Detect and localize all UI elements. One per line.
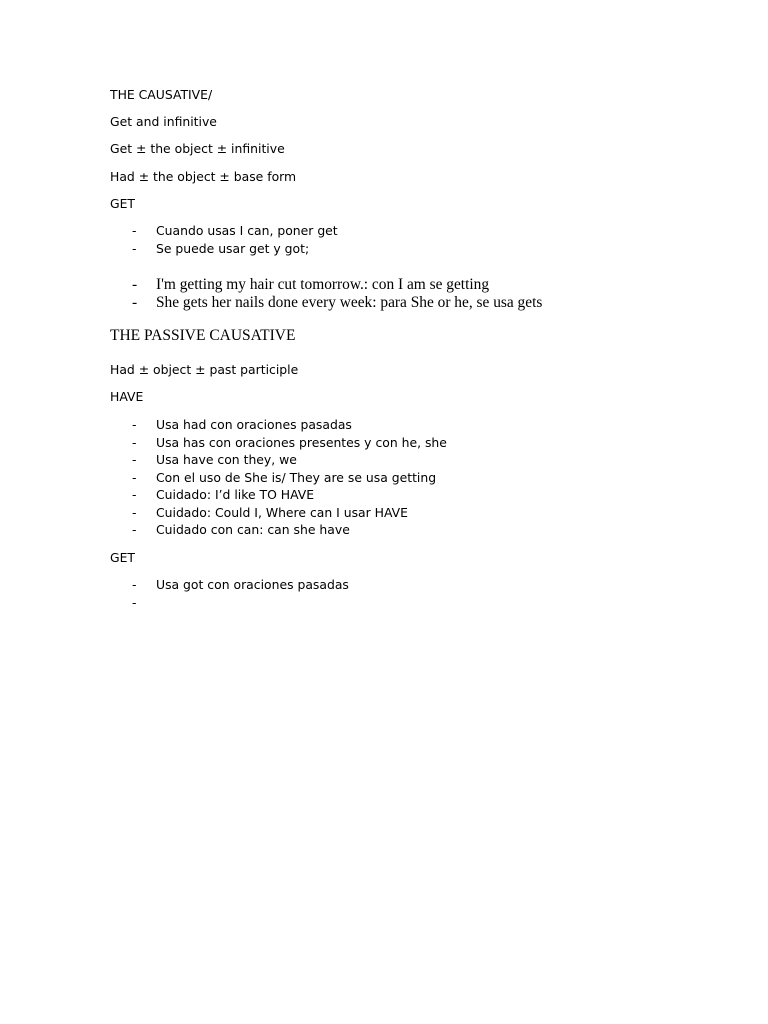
list-dash: - [132, 594, 137, 610]
list-item-text: She gets her nails done every week: para She or he, se usa gets [156, 294, 543, 311]
list-item-text: Se puede usar get y got; [156, 240, 310, 256]
list-item-text: Cuidado: I’d like TO HAVE [156, 487, 315, 502]
list-dash: - [132, 276, 138, 293]
list-dash: - [132, 294, 138, 311]
list-dash: - [132, 487, 137, 502]
list-item-text: Con el uso de She is/ They are se usa getting [156, 469, 437, 485]
list-item-text: Cuidado con can: can she have [156, 522, 350, 537]
list-dash: - [132, 522, 137, 537]
list-dash: - [132, 504, 137, 520]
heading-causative: THE CAUSATIVE/ [110, 87, 213, 102]
heading-get-first: GET [110, 196, 135, 211]
line-get-object-infinitive: Get ± the object ± infinitive [110, 141, 285, 156]
list-dash: - [132, 452, 137, 467]
heading-get-second: GET [110, 550, 135, 565]
list-dash: - [132, 434, 137, 450]
list-dash: - [132, 469, 137, 485]
list-item-text: Usa had con oraciones pasadas [156, 417, 352, 432]
heading-have: HAVE [110, 389, 144, 404]
list-item-text: Usa got con oraciones pasadas [156, 577, 349, 592]
heading-passive-causative: THE PASSIVE CAUSATIVE [110, 327, 296, 344]
list-item-text: I'm getting my hair cut tomorrow.: con I am se getting [156, 276, 490, 293]
list-dash: - [132, 240, 137, 256]
list-dash: - [132, 577, 137, 592]
line-had-object-past-participle: Had ± object ± past participle [110, 362, 299, 377]
list-item-text: Cuando usas I can, poner get [156, 223, 338, 238]
line-had-object-base-form: Had ± the object ± base form [110, 169, 297, 184]
list-item-text: Usa have con they, we [156, 452, 297, 467]
list-item-text: Cuidado: Could I, Where can I usar HAVE [156, 504, 408, 520]
list-dash: - [132, 417, 137, 432]
line-get-and-infinitive: Get and infinitive [110, 114, 217, 129]
list-dash: - [132, 223, 137, 238]
list-item-text: Usa has con oraciones presentes y con he, she [156, 434, 447, 450]
